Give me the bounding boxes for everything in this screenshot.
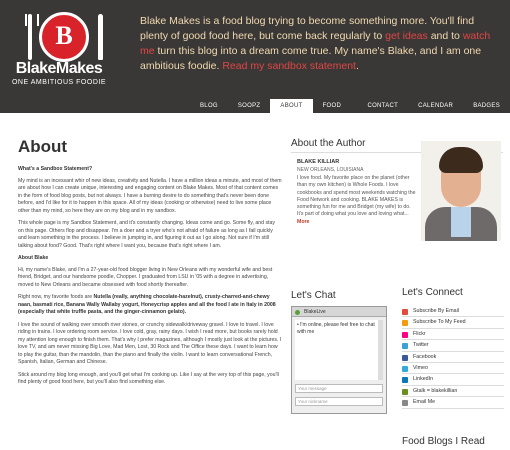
paragraph: Stick around my blog long enough, and you'll get what I'm cooking up. Like I say at the very top of this page, you'll find plenty of good food here, but you'll also find something else. (18, 371, 279, 385)
facebook-icon (402, 355, 408, 361)
logo-letter: B (55, 21, 73, 50)
author-photo (421, 141, 501, 241)
paragraph: Hi, my name's Blake, and I'm a 27-year-old food blogger living in New Orleans with my wonderful wife and best friend, Bridget, and our handsome poodle, Chopper. I graduated from LSU in '05 with a degree in advertising, moved to New Orleans and became obsessed with food shortly thereafter. (18, 266, 273, 288)
watch-me-link[interactable]: watch me (140, 30, 491, 57)
paragraph: I love the sound of walking over smooth river stones, or crunchy sidewalk/driveway gravel. I love to travel. I love riding in trains. I love ordering room service. I love cold, gray, rainy days. I wish I read more, but books rarely hold my attention long enough to finish them. That's why I prefer magazines, although I mostly just look at the pictures. I love TV, and am never missing Big Love, Mad Men, Lost, 30 Rock and The Office these days. I want to learn how to play the guitar, than the mandolin, than the piano and finally the violin. I want to learn conversational French, Spanish, Italian, German and Chinese. (18, 321, 282, 365)
mail-icon (402, 400, 408, 406)
chat-scrollbar[interactable] (378, 320, 383, 380)
brand-name[interactable]: BlakeMakes (15, 60, 103, 77)
logo-badge (39, 12, 89, 62)
paragraph (18, 294, 282, 317)
nav-about[interactable]: ABOUT (270, 99, 312, 113)
connect-label: Facebook (413, 353, 437, 360)
main-content (18, 166, 282, 392)
site-header (0, 0, 510, 123)
food-blogs-title: Food Blogs I Read (402, 436, 485, 447)
connect-label: LinkedIn (413, 376, 434, 383)
connect-list (402, 306, 504, 409)
chat-messages: • I'm online, please feel free to chat with me (295, 320, 383, 380)
connect-label: Email Me (413, 399, 436, 406)
chat-section-title: Let's Chat (291, 290, 336, 301)
author-more-link[interactable]: More (297, 218, 310, 225)
flickr-icon (402, 332, 408, 338)
tagline-text: and to (427, 30, 463, 42)
author-section-title: About the Author (291, 138, 366, 149)
connect-flickr[interactable] (402, 329, 504, 340)
photo-hair (439, 147, 483, 173)
online-status-icon (295, 310, 300, 315)
connect-feed-subscribe[interactable] (402, 317, 504, 328)
chat-header (292, 307, 386, 317)
author-bio-text: I love food. My favorite place on the planet (other than my own kitchen) is Whole Foods. I love cookbooks and spend most weekends watching the Food Network and cooking. BLAKE MAKES is something fun for me and Bridget (my wife) to do. It's part of doing what you love and loving what... (297, 175, 416, 218)
fork-icon (28, 14, 32, 60)
paragraph: This whole page is my Sandbox Statement, and it's constantly changing. Ideas come and go. Some fly, and stay on this page. Others flop and disappear. I'm a doer and a tryer who's not afraid of failure as long as I fail quickly and learn something in the process. I believe in jumping in, and figuring it out as I go along. Not sure if I'm still talking about food? Good. That's right where I want you, because that's right where I am. (18, 220, 275, 249)
nav-blog[interactable]: BLOG (200, 103, 218, 109)
section-heading: What's a Sandbox Statement? (18, 166, 93, 172)
connect-label: Vimeo (413, 364, 428, 371)
page-title: About (18, 137, 68, 156)
connect-label: Twitter (413, 342, 429, 349)
tagline-text: . (355, 60, 359, 72)
sandbox-statement-link[interactable]: Read my sandbox statement (222, 60, 356, 72)
rss-icon (402, 320, 408, 326)
connect-vimeo[interactable] (402, 363, 504, 374)
section-heading: About Blake (18, 255, 49, 261)
brand-subtitle: ONE AMBITIOUS FOODIE (11, 79, 106, 86)
favorite-foods: Nutella (really, anything chocolate-hazelnut), crusty-charred-and-chewy naan, basmati rice, Banana Wally Wallaby yogurt, Honeycrisp apples and all the food I ate in Italy in 2008 (especially that white truffle pasta, and the ginger-cinnamon gelato). (18, 294, 276, 315)
vimeo-icon (402, 366, 408, 372)
chat-widget (291, 306, 387, 414)
site-logo[interactable] (10, 8, 120, 108)
nav-soopz[interactable]: SOOPZ (237, 103, 261, 109)
nav-food-chain[interactable]: FOOD CHAIN (322, 103, 343, 123)
connect-label: Gtalk = blakekillian (413, 387, 458, 394)
tagline-text: Blake Makes is a food blog trying to become something more. You'll find plenty of good food here, but come back regularly to (140, 15, 475, 42)
photo-shirt (451, 207, 471, 237)
nav-badges[interactable]: BADGES (473, 103, 500, 109)
get-ideas-link[interactable]: get ideas (385, 30, 428, 42)
gtalk-icon (402, 389, 408, 395)
connect-facebook[interactable] (402, 352, 504, 363)
linkedin-icon (402, 377, 408, 383)
nav-calendar[interactable]: CALENDAR (418, 103, 454, 109)
connect-label: Subscribe To My Feed (413, 319, 466, 326)
tagline-text: turn this blog into a dream come true. My name's Blake, and I am one ambitious foodie. (140, 45, 482, 72)
paragraph: My mind is an incessant whir of new ideas, creativity and Nutella. I have a million ideas a minute, and most of them are about how I can create unique, interesting and engaging content on Blake Makes. Most of that content comes in the form of food blog posts, but not always. I have a burning desire to do something that's never been done before, and I'd like for it to happen in this space. All of my ideas (cooking or otherwise) need to live some place other than my mind, so here they are on my blog and in my sandbox. (18, 177, 282, 214)
connect-gtalk[interactable] (402, 386, 504, 397)
connect-section-title: Let's Connect (402, 287, 463, 298)
connect-twitter[interactable] (402, 340, 504, 351)
knife-icon (98, 14, 103, 60)
connect-email-subscribe[interactable] (402, 306, 504, 317)
chat-nickname-input[interactable]: Your nickname (295, 397, 383, 406)
connect-label: Subscribe By Email (413, 308, 459, 314)
author-location: NEW ORLEANS, LOUISIANA (297, 167, 364, 173)
author-bio (297, 175, 417, 226)
twitter-icon (402, 343, 408, 349)
header-tagline (140, 14, 500, 74)
connect-linkedin[interactable] (402, 374, 504, 385)
chat-message-input[interactable]: Your message (295, 384, 383, 393)
author-box (291, 152, 503, 270)
connect-label: Flickr (413, 330, 426, 337)
paragraph-text: Right now, my favorite foods are (18, 294, 94, 300)
main-nav (190, 99, 510, 123)
email-icon (402, 309, 408, 315)
nav-contact[interactable]: CONTACT (367, 103, 399, 109)
author-name: BLAKE KILLIAR (297, 159, 340, 165)
chat-name: BlakeLive (304, 309, 326, 315)
connect-email-me[interactable] (402, 397, 504, 408)
